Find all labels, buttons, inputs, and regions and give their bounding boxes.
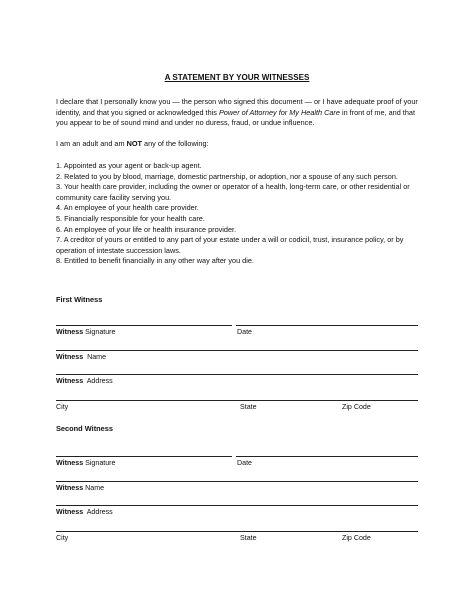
declaration-paragraph: I declare that I personally know you — the person who signed this document — or I have adequate proof of your identity, and that you signed or acknowledged this Power of Attorney for My Health Care in front of me, and that you appear to be of sound mind and under no duress, fraud, or undue influence.	[56, 97, 418, 128]
second-witness-signature-label: Witness Signature	[56, 459, 116, 467]
second-witness-name-line[interactable]	[56, 481, 418, 482]
second-witness-city-label: City	[56, 534, 69, 542]
list-item: 3. Your health care provider, including the owner or operator of a health, long-term care, or other residential or community care facility serving you.	[56, 182, 410, 202]
first-witness-address-line[interactable]	[56, 374, 418, 375]
eligibility-statement: I am an adult and am NOT any of the following:	[56, 139, 209, 148]
first-witness-address-label: Witness Address	[56, 377, 113, 385]
list-item: 5. Financially responsible for your health care.	[56, 213, 205, 223]
disqualification-list	[56, 161, 422, 267]
second-witness-signature-line[interactable]	[56, 456, 232, 457]
first-witness-date-line[interactable]	[236, 325, 418, 326]
list-item: 2. Related to you by blood, marriage, domestic partnership, or adoption, nor a spouse of any such person.	[56, 171, 398, 181]
first-witness-name-line[interactable]	[56, 350, 418, 351]
list-item: 7. A creditor of yours or entitled to any part of your estate under a will or codicil, trust, insurance policy, or by operation of intestate succession laws.	[56, 235, 404, 255]
second-witness-state-label: State	[240, 534, 257, 542]
first-witness-signature-label: Witness Signature	[56, 328, 116, 336]
list-item: 1. Appointed as your agent or back-up agent.	[56, 161, 202, 170]
first-witness-city-label: City	[56, 403, 69, 411]
first-witness-signature-line[interactable]	[56, 325, 232, 326]
second-witness-name-label: Witness Name	[56, 484, 105, 492]
second-witness-heading: Second Witness	[56, 424, 114, 433]
second-witness-address-label: Witness Address	[56, 508, 113, 516]
first-witness-zip-label: Zip Code	[342, 403, 371, 411]
second-witness-address-line[interactable]	[56, 505, 418, 506]
first-witness-date-label: Date	[237, 328, 252, 336]
list-item: 6. An employee of your life or health insurance provider.	[56, 224, 237, 234]
first-witness-heading: First Witness	[56, 295, 103, 304]
list-item: 8. Entitled to benefit financially in any other way after you die.	[56, 256, 254, 266]
list-item: 4. An employee of your health care provider.	[56, 203, 199, 213]
page-title: A STATEMENT BY YOUR WITNESSES	[164, 73, 310, 82]
second-witness-zip-label: Zip Code	[342, 534, 371, 542]
second-witness-date-label: Date	[237, 459, 252, 467]
first-witness-city-state-zip-line[interactable]	[56, 400, 418, 401]
second-witness-date-line[interactable]	[236, 456, 418, 457]
first-witness-state-label: State	[240, 403, 257, 411]
first-witness-name-label: Witness Name	[56, 353, 107, 361]
second-witness-city-state-zip-line[interactable]	[56, 531, 418, 532]
